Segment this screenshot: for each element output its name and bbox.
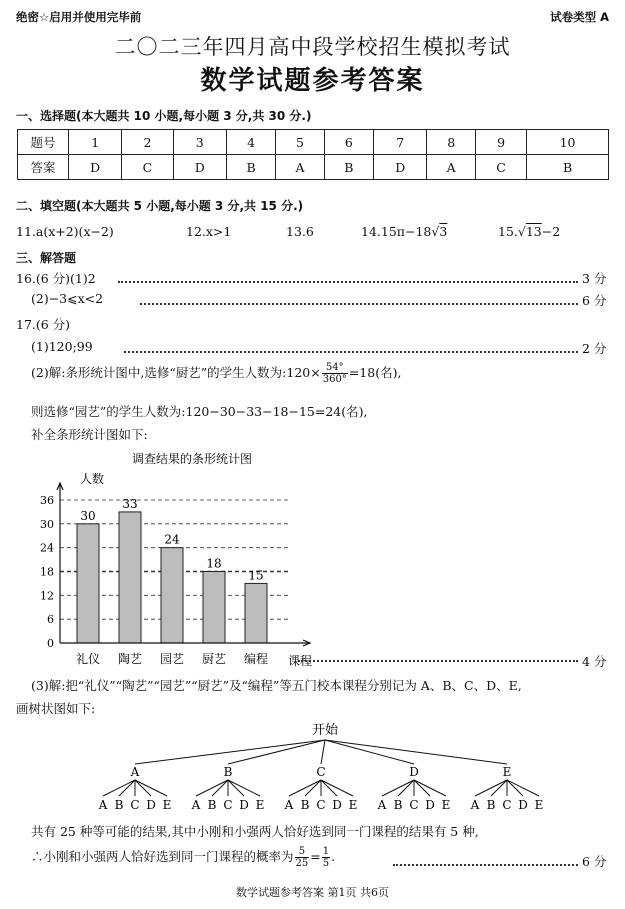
fraction-denominator: 360° [322,374,347,385]
tree-leaf: C [316,798,326,812]
dotted-leader [124,351,578,353]
fraction [322,846,330,869]
table-cell: 5 [276,130,325,155]
tree-branch [325,740,414,764]
table-cell: 10 [527,130,609,155]
table-cell: D [69,155,122,180]
chart-x-tick-label: 厨艺 [201,652,227,666]
tree-leaf: E [255,798,265,812]
tree-root: 开始 [311,723,339,738]
q17-part1: (1)120;99 [31,339,93,354]
fraction-denominator: 5 [322,858,330,869]
q17-part2-line2: 则选修“园艺”的学生人数为:120−30−33−18−15=24(名), [31,404,368,419]
chart-bar [77,524,99,643]
tree-branch [507,780,523,796]
chart-data-label: 18 [206,556,222,571]
chart-y-tick-label: 36 [40,494,54,507]
chart-title: 调查结果的条形统计图 [132,452,253,466]
q16-part1-score: 3 分 [582,271,607,286]
period: . [331,849,336,864]
chart-x-tick-label: 园艺 [159,652,185,666]
result-line: 共有 25 种等可能的结果,其中小刚和小强两人恰好选到同一门课程的结果有 5 种, [31,824,479,839]
chart-bar [245,583,267,643]
q16-part2-score: 6 分 [582,293,607,308]
table-cell: 8 [427,130,476,155]
tree-branch [228,740,325,764]
tree-leaf: E [441,798,451,812]
tree-leaf: B [300,798,310,812]
q17-heading: 17.(6 分) [16,317,71,332]
table-cell: 9 [475,130,526,155]
table-cell: 6 [324,130,373,155]
tree-leaf: E [162,798,172,812]
answer-12: 12.x>1 [186,224,232,239]
q17-part1-score: 2 分 [582,341,607,356]
chart-bar [203,572,225,644]
table-cell: D [173,155,226,180]
tree-leaf: D [425,798,435,812]
table-cell: 3 [173,130,226,155]
tree-branch [119,780,135,796]
q16-part2: (2)−3⩽x<2 [31,291,104,306]
table-cell: A [276,155,325,180]
tree-leaf: B [207,798,217,812]
tree-branch [103,780,135,796]
tree-branch [289,780,321,796]
tree-leaf: D [146,798,156,812]
tree-branch [321,780,353,796]
exam-title: 二〇二三年四月高中段学校招生模拟考试 [114,35,511,59]
tree-leaf: A [191,798,201,812]
tree-branch [475,780,507,796]
answer-table [17,129,609,180]
tree-diagram [90,718,560,818]
bar-chart [30,445,330,670]
paper-type-label: 试卷类型 A [550,10,609,24]
tree-leaf: D [332,798,342,812]
table-cell: 4 [226,130,275,155]
chart-bars [77,512,267,643]
tree-node: D [409,765,419,779]
chart-data-label: 15 [248,568,264,583]
chart-y-axis-label: 人数 [80,472,105,486]
q16-part1: 16.(6 分)(1)2 [16,271,96,286]
row-label-number: 题号 [18,130,69,155]
tree-branch [212,780,228,796]
table-cell: B [527,155,609,180]
tree-node: C [316,765,326,779]
section2-heading: 二、填空题(本大题共 5 小题,每小题 3 分,共 15 分.) [16,199,304,213]
q17-part2-result: =18(名), [348,365,402,380]
table-cell: D [374,155,427,180]
tree-leaf: A [284,798,294,812]
probability-text: ∴小刚和小强两人恰好选到同一门课程的概率为 [31,849,294,864]
fraction [322,362,348,385]
section1-heading: 一、选择题(本大题共 10 小题,每小题 3 分,共 30 分.) [16,109,312,123]
tree-branch [325,740,507,764]
chart-y-tick-label: 12 [40,589,54,603]
table-cell: A [427,155,476,180]
tree-branch [321,740,325,764]
tree-branch [228,780,260,796]
chart-score: 4 分 [582,654,607,669]
chart-data-label: 24 [164,532,180,547]
table-cell: 2 [122,130,173,155]
table-cell: B [324,155,373,180]
fraction-numerator: 54° [322,362,348,374]
tree-branch [491,780,507,796]
table-cell: 1 [69,130,122,155]
tree-leaf: D [239,798,249,812]
tree-branch [414,780,446,796]
probability-score: 6 分 [582,854,607,869]
table-row [18,155,609,180]
tree-leaf: A [377,798,387,812]
dotted-leader [140,303,578,305]
answer-15-radicand: 13 [525,224,542,239]
q17-part3-line1: (3)解:把“礼仪”“陶艺”“园艺”“厨艺”及“编程”等五门校本课程分别记为 A、B、C、D、E, [31,678,522,693]
answer-14-text: 14.15π−18 [361,224,432,239]
tree-branch [196,780,228,796]
tree-branch [321,780,337,796]
tree-node: B [223,765,233,779]
tree-branch [398,780,414,796]
tree-branch [382,780,414,796]
tree-branch [305,780,321,796]
tree-leaf: C [130,798,140,812]
chart-x-tick-label: 编程 [243,652,269,666]
answer-13: 13.6 [286,224,314,239]
table-cell: 7 [374,130,427,155]
chart-y-tick-label: 30 [40,517,54,531]
chart-labels [40,494,268,666]
chart-x-axis-label: 课程 [288,654,313,668]
q17-part3-line2: 画树状图如下: [16,701,96,716]
sqrt-icon: √ [517,224,526,239]
table-row [18,130,609,155]
tree-leaf: A [98,798,108,812]
tree-leaf: E [348,798,358,812]
chart-y-tick-label: 0 [47,637,54,650]
chart-bar [119,512,141,643]
equals-sign: = [310,849,321,864]
answer-11: 11.a(x+2)(x−2) [16,224,114,239]
chart-y-tick-label: 6 [47,613,54,627]
tree-leaf: A [470,798,480,812]
table-cell: C [122,155,173,180]
tree-node: A [130,765,140,779]
tree-leaf: C [223,798,233,812]
tree-branch [228,780,244,796]
chart-y-tick-label: 24 [40,541,54,555]
tree-branch [135,780,167,796]
tree-branch [135,780,151,796]
tree-leaf: C [502,798,512,812]
tree-branch [507,780,539,796]
q17-part2-line1 [31,362,401,385]
table-cell: C [475,155,526,180]
tree-leaf: E [534,798,544,812]
dotted-leader [393,864,578,866]
q17-part2-text: (2)解:条形统计图中,选修“厨艺”的学生人数为:120× [31,365,321,380]
answer-15-suffix: −2 [541,224,561,239]
chart-x-tick-label: 礼仪 [75,652,101,666]
fraction-numerator: 1 [322,846,330,857]
confidential-label: 绝密☆启用并使用完毕前 [16,10,142,24]
chart-bar [161,548,183,643]
tree-node: E [502,765,512,779]
row-label-answer: 答案 [18,155,69,180]
probability-line [31,846,335,869]
dotted-leader [118,281,578,283]
tree-leaf: B [486,798,496,812]
tree-branch [135,740,325,764]
chart-data-label: 33 [122,496,138,511]
tree-branch [414,780,430,796]
tree-leaf: D [518,798,528,812]
chart-y-tick-label: 18 [40,565,54,579]
answer-15 [498,224,560,239]
table-cell: B [226,155,275,180]
section3-heading: 三、解答题 [16,251,77,265]
document-title: 数学试题参考答案 [200,66,425,96]
answer-14-radicand: 3 [439,224,448,239]
sqrt-icon: √ [431,224,440,239]
fraction-numerator: 5 [295,846,310,858]
fraction [295,846,310,869]
tree-leaf: C [409,798,419,812]
answer-14 [361,224,447,239]
page-footer: 数学试题参考答案 第1页 共6页 [236,886,389,899]
fraction-denominator: 25 [295,858,309,869]
q17-part2-line3: 补全条形统计图如下: [31,427,148,442]
dotted-leader [298,660,578,662]
answer-15-text: 15. [498,224,518,239]
chart-data-label: 30 [80,508,96,523]
tree-leaf: B [393,798,403,812]
tree-leaf: B [114,798,124,812]
chart-x-tick-label: 陶艺 [117,652,143,666]
